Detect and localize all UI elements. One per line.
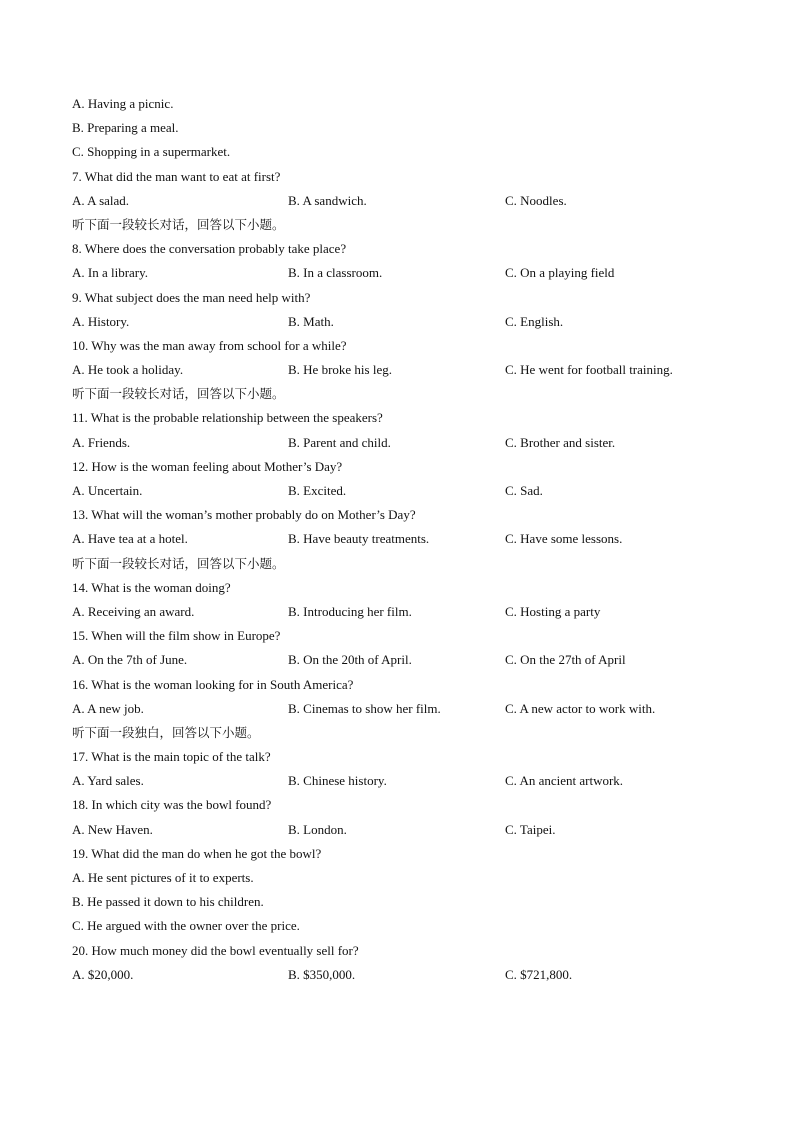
question-9: 9. What subject does the man need help with? [72,289,311,305]
option-a: A. New Haven. [72,821,153,837]
option-a: A. Friends. [72,434,131,450]
options-row-7 [72,189,732,213]
options-row-11 [72,431,732,455]
option-a: A. A salad. [72,192,130,208]
option-c: C. Have some lessons. [505,531,623,547]
options-row-8 [72,261,732,285]
option-c: C. English. [505,313,564,329]
options-row-10 [72,358,732,382]
option-b: B. On the 20th of April. [288,652,412,668]
section-instruction: 听下面一段较长对话，回答以下小题。 [72,386,285,402]
option-a: A. In a library. [72,265,149,281]
option-b: B. In a classroom. [288,265,383,281]
option-c: C. An ancient artwork. [505,773,624,789]
question-20: 20. How much money did the bowl eventually sell for? [72,942,359,958]
question-12: 12. How is the woman feeling about Mother’s Day? [72,458,343,474]
question-8: 8. Where does the conversation probably take place? [72,241,347,257]
option-c: C. Taipei. [505,821,556,837]
question-16: 16. What is the woman looking for in South America? [72,676,354,692]
option-b: B. Excited. [288,483,347,498]
question-7: 7. What did the man want to eat at first? [72,168,281,184]
option-b: B. Have beauty treatments. [288,531,430,547]
option-b: B. $350,000. [288,966,356,982]
option-a: A. Uncertain. [72,483,143,498]
question-13: 13. What will the woman’s mother probably do on Mother’s Day? [72,507,416,523]
option-line: C. Shopping in a supermarket. [72,144,231,160]
question-18: 18. In which city was the bowl found? [72,797,272,813]
option-b: B. Cinemas to show her film. [288,700,441,716]
option-c: C. On a playing field [505,265,615,281]
option-c: C. A new actor to work with. [505,700,656,716]
options-row-12 [72,479,732,503]
question-10: 10. Why was the man away from school for a while? [72,337,347,353]
option-line: A. Having a picnic. [72,96,174,111]
option-c: C. Sad. [505,483,543,498]
option-a: A. Yard sales. [72,773,144,789]
option-a: A. Receiving an award. [72,603,195,619]
options-row-13 [72,527,732,551]
option-line: C. He argued with the owner over the price. [72,918,300,934]
section-instruction: 听下面一段较长对话，回答以下小题。 [72,555,285,571]
option-b: B. Chinese history. [288,773,387,789]
option-a: A. $20,000. [72,966,134,982]
option-c: C. Brother and sister. [505,434,616,450]
question-19: 19. What did the man do when he got the bowl? [72,845,322,861]
option-c: C. He went for football training. [505,362,673,378]
option-c: C. On the 27th of April [505,652,626,668]
section-instruction: 听下面一段独白，回答以下小题。 [72,724,260,740]
option-b: B. London. [288,821,347,837]
options-row-18 [72,818,732,842]
options-row-14 [72,600,732,624]
question-11: 11. What is the probable relationship between the speakers? [72,410,383,426]
option-line: A. He sent pictures of it to experts. [72,870,254,885]
option-a: A. He took a holiday. [72,362,184,378]
question-17: 17. What is the main topic of the talk? [72,749,271,765]
option-a: A. Have tea at a hotel. [72,531,188,547]
question-15: 15. When will the film show in Europe? [72,628,281,644]
option-b: B. He broke his leg. [288,362,392,378]
section-instruction: 听下面一段较长对话，回答以下小题。 [72,216,285,232]
option-a: A. A new job. [72,700,144,716]
options-row-20 [72,963,732,987]
options-row-16 [72,697,732,721]
option-b: B. Parent and child. [288,434,391,450]
option-a: A. On the 7th of June. [72,652,188,668]
exam-page [72,92,732,987]
option-b: B. Introducing her film. [288,603,412,619]
option-c: C. Hosting a party [505,603,601,619]
options-row-15 [72,648,732,672]
option-line: B. Preparing a meal. [72,120,179,136]
options-row-17 [72,769,732,793]
question-14: 14. What is the woman doing? [72,579,231,595]
option-line: B. He passed it down to his children. [72,894,264,910]
option-c: C. $721,800. [505,966,573,982]
option-b: B. A sandwich. [288,192,367,208]
options-row-9 [72,310,732,334]
option-b: B. Math. [288,313,334,329]
option-a: A. History. [72,313,130,329]
option-c: C. Noodles. [505,192,567,208]
